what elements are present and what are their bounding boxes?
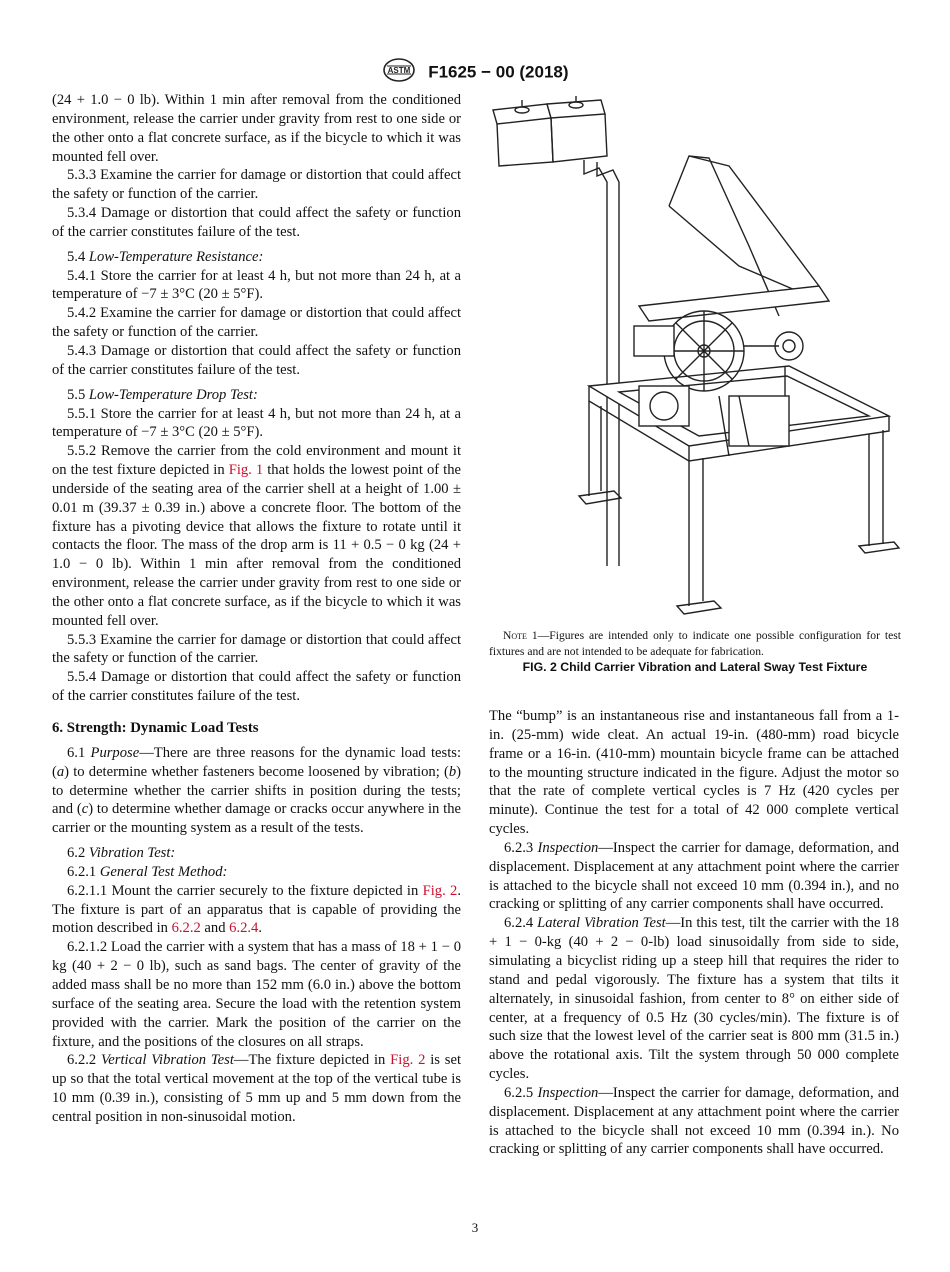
figure-caption: FIG. 2 Child Carrier Vibration and Lateral Sway Test Fixture <box>522 660 868 674</box>
paragraph-6-1: 6.1 Purpose—There are three reasons for the dynamic load tests: (a) to determine whether fasteners become loosened by vibration; (b) to determine whether the carrier shifts in position during the tests; and (c) to determine whether damage or cracks occur anywhere in the carrier or the mounting system as a result of the tests. <box>52 744 461 837</box>
paragraph-6-2-3: 6.2.3 Inspection—Inspect the carrier for damage, deformation, and displacement. Displacement at any attachment point where the carrier is attached to the bicycle shall not exceed 10 mm (0.394 in.), and no cracking or splitting of any carrier components shall have occurred. <box>489 839 899 913</box>
right-column <box>489 707 899 1159</box>
section-6-2-1-heading: 6.2.1 General Test Method: <box>67 863 228 880</box>
section-6-2-heading: 6.2 Vibration Test: <box>67 845 176 862</box>
control-box-icon <box>493 96 607 166</box>
paragraph-6-2-2: 6.2.2 Vertical Vibration Test—The fixture depicted in Fig. 2 is set up so that the total vertical movement at the top of the vertical tube is 10 mm (0.39 in.), consisting of 5 mm up and 5 mm down from the central position in non-sinusoidal motion. <box>52 1052 461 1125</box>
section-6-heading: 6. Strength: Dynamic Load Tests <box>52 720 259 736</box>
paragraph-6-2-5: 6.2.5 Inspection—Inspect the carrier for damage, deformation, and displacement. Displacement at any attachment point where the carrier is attached to the bicycle shall not exceed 10 mm (0.394 in.). No cracking or splitting of any carrier components shall have occurred. <box>489 1084 899 1158</box>
standard-designation: F1625 − 00 (2018) <box>428 62 569 82</box>
paragraph-5-5-4: 5.5.4 Damage or distortion that could affect the safety or function of the carrier constitutes failure of the test. <box>52 669 461 705</box>
svg-text:ASTM: ASTM <box>388 66 411 75</box>
paragraph-5-5-3: 5.5.3 Examine the carrier for damage or distortion that could affect the safety or function of the carrier. <box>52 631 461 667</box>
figure-note: Note 1—Figures are intended only to indicate one possible configuration for test fixtures and are not intended to be adequate for fabrication. <box>489 629 902 658</box>
paragraph-6-2-1-2: 6.2.1.2 Load the carrier with a system that has a mass of 18 + 1 − 0 kg (40 + 2 − 0 lb), such as sand bags. The center of gravity of the added mass shall be no more than 152 mm (6.0 in.) above the bottom surface of the seating area. Secure the load with the retention system provided with the carrier. Mark the position of the carrier on the fixture, and the positions of the closures on all straps. <box>52 939 461 1050</box>
page-header <box>0 56 950 89</box>
paragraph-5-5-1: 5.5.1 Store the carrier for at least 4 h, but not more than 24 h, at a temperature of −7 ± 3°C (20 ± 5°F). <box>52 405 461 441</box>
paragraph-5-4-1: 5.4.1 Store the carrier for at least 4 h, but not more than 24 h, at a temperature of −7 ± 3°C (20 ± 5°F). <box>52 267 461 303</box>
figure-2-illustration <box>489 96 901 626</box>
paragraph-6-2-4: 6.2.4 Lateral Vibration Test—In this test, tilt the carrier with the 18 + 1 − 0-kg (40 + 2 − 0-lb) load sinusoidally from side to side, simulating a bicyclist riding up a steep hill that requires the rider to stand and pedal vigorously. The fixture has a system that tilts it alternately, in sinusoidal fashion, from center to 8° on either side of center, at a frequency of 0.5 Hz (30 cycles/min). The fixture is of such size that the lowest level of the carrier seat is 800 mm (31.5 in.) above the rotational axis. Tilt the system through 50 000 complete cycles. <box>489 915 900 1083</box>
section-6-2-4-link[interactable]: 6.2.4 <box>229 920 259 937</box>
fig-1-link[interactable]: Fig. 1 <box>228 462 264 479</box>
fig-2-link[interactable]: Fig. 2 <box>390 1052 426 1069</box>
paragraph: (24 + 1.0 − 0 lb). Within 1 min after removal from the conditioned environment, release the carrier under gravity from rest to one side or the other onto a flat concrete surface, as if the bicycle to which it was mounted fell over. <box>52 92 461 165</box>
paragraph-6-2-1-1: 6.2.1.1 Mount the carrier securely to the fixture depicted in Fig. 2. The fixture is part of an apparatus that is capable of providing the motion described in 6.2.2 and 6.2.4. <box>52 882 461 937</box>
paragraph-5-3-4: 5.3.4 Damage or distortion that could affect the safety or function of the carrier constitutes failure of the test. <box>52 205 461 240</box>
paragraph: The “bump” is an instantaneous rise and instantaneous fall from a 1-in. (25-mm) wide cleat. An actual 19-in. (480-mm) road bicycle frame or a 16-in. (410-mm) mountain bicycle frame can be attached to the mounting structure indicated in the figure. Adjust the motor so that the rate of complete vertical cycles is 7 Hz (420 cycles per minute). Continue the test for a total of 42 000 complete vertical cycles. <box>489 708 899 838</box>
section-6-2-2-link[interactable]: 6.2.2 <box>171 920 201 937</box>
left-column <box>52 91 461 1127</box>
fig-2-link[interactable]: Fig. 2 <box>422 882 458 899</box>
section-5-4-heading: 5.4 Low-Temperature Resistance: <box>67 248 264 265</box>
section-5-5-heading: 5.5 Low-Temperature Drop Test: <box>67 386 258 403</box>
paragraph-5-4-3: 5.4.3 Damage or distortion that could affect the safety or function of the carrier constitutes failure of the test. <box>52 342 461 378</box>
paragraph-5-4-2: 5.4.2 Examine the carrier for damage or distortion that could affect the safety or function of the carrier. <box>52 305 461 341</box>
astm-logo-icon <box>381 56 417 89</box>
paragraph-5-5-2: 5.5.2 Remove the carrier from the cold environment and mount it on the test fixture depicted in Fig. 1 that holds the lowest point of the underside of the seating area of the carrier shell at a height of 1.00 ± 0.01 m (39.37 ± 0.39 in.) above a concrete floor. The bottom of the fixture has a pivoting device that allows the fixture to rotate until it contacts the floor. The mass of the drop arm is 11 + 0.5 − 0 kg (24 + 1.0 − 0 lb). Within 1 min after removal from the conditioned environment, release the carrier under gravity from rest to one side or the other onto a flat concrete surface, as if the bicycle to which it was mounted fell over. <box>52 443 461 629</box>
page-number: 3 <box>471 1220 479 1235</box>
paragraph-5-3-3: 5.3.3 Examine the carrier for damage or distortion that could affect the safety or function of the carrier. <box>52 167 461 203</box>
